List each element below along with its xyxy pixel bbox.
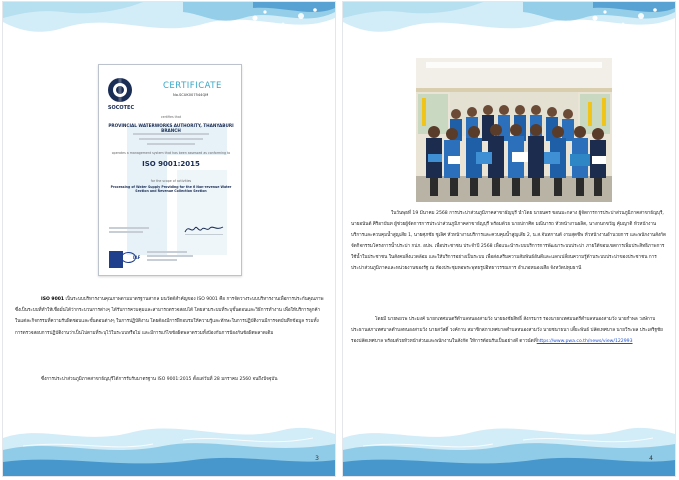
event-description-paragraph: ในวันพุธที่ 19 มีนาคม 2568 การประปาส่วนภูมิภาคสาขาธัญบุรี นำโดย นายนคร ขอนมะกลาง ผู้จัดการการประปาส่วนภูมิภาคสาขาธัญบุรี, นายอนันต์ ศิริอาบันท ผู้ช่วยผู้จัดการการประปาส่วนภูมิภาคสาขาธัญบุรี พร้อมด้วย นายปกาศิต มณีนารถ หัวหน้างานผลิต, นางกนกขวัญ คุ้มญาติ หัวหน้างานบริการและควบคุมน้ำสูญเสีย 1, นายศุภชัย ชูเลิศ หัวหน้างานบริการและควบคุมน้ำสูญเสีย 2, น.ส.จันทกานต์ งามสุดชีพ หัวหน้างานอำนวยการ และพนักงานสังกัด จัดกิจกรรมโครงการน้ำประปา กปภ. อปพ. เพื่อประชาชน ประจำปี 2568 เพื่อแนะนำระบบบริการการพัฒนาระบบประปา ภายใต้ขอบเขตการเพิ่มประสิทธิภาพการใช้น้ำในประชาชน ในสังคมสิ่งแวดล้อม และให้บริการอย่างเป็นระบบ เพื่อส่งเสริมความสัมพันธ์อันดีและแลกเปลี่ยนความรู้ด้านระบบประปาของประชาชน การประปาส่วนภูมิภาคและหน่วยงานของรัฐ ณ ห้องประชุมหอพระพุทธรูปอิทธาวรรณการ อำเภอหนองเสือ จังหวัดปทุมธานี bbox=[351, 211, 666, 271]
news-link[interactable]: https://www.pwa.co.th/news/view/122993 bbox=[536, 339, 633, 344]
wave-footer-decoration bbox=[343, 416, 675, 476]
certificate-certifies-label: certifies that bbox=[160, 115, 182, 119]
certificate-applied-label: operates a management system that has been assessed as conforming to bbox=[111, 151, 231, 155]
certificate-address-line bbox=[133, 133, 209, 135]
attendees-paragraph bbox=[351, 314, 667, 347]
certificate-organization: PROVINCIAL WATERWORKS AUTHORITY, THANYABURI BRANCH bbox=[108, 123, 234, 133]
certification-date-paragraph: ซึ่งการประปาส่วนภูมิภาคสาขาธัญบุรีได้การรับรับมาตรฐาน ISO 9001:2015 ตั้งแต่วันที่ 28 มกราคม 2560 จนถึงปัจจุบัน bbox=[41, 377, 278, 382]
wave-header-decoration bbox=[3, 2, 335, 60]
certificate-scope-label: for the scope of activities bbox=[150, 179, 192, 183]
page-number: 4 bbox=[649, 455, 653, 462]
group-photo bbox=[416, 58, 612, 202]
document-page-right bbox=[343, 2, 675, 476]
certificate-address-line bbox=[147, 143, 195, 145]
wave-footer-decoration bbox=[3, 416, 335, 476]
certificate-number: No.SCUK007544QM bbox=[173, 93, 209, 97]
certificate-footer-line bbox=[147, 255, 193, 257]
certificate-footer-line bbox=[147, 259, 177, 261]
wave-header-decoration bbox=[343, 2, 675, 60]
attendees-text: โดยมี นายพยวพ ประมงค์ นายกเทศมนตรีตำบลหนองสามวัง นายธงชัยสิทธิ์ สังกรมาร รองนายกเทศมนตรีตำบลหนองสามวัง นายกำพล วงษ์กาบ ประธานสภาเทศบาลตำบลหนองสามวัง นายสวัสดิ์ วงค์กาบ สมาชิกสภาเทศบาลตำบลหนองสามวัง นายชนาธนา เตี้ยะพันธ์ ปลัดเทศบาล นายวีระพล ประเสริฐชัย รองปลัดเทศบาล พร้อมด้วยหัวหน้าส่วนและพนักงานในสังกัด ให้การต้อนรับเป็นอย่างดี ดาวน์ดที่ bbox=[351, 317, 663, 344]
document-page-left bbox=[3, 2, 335, 476]
iso-certificate-image bbox=[98, 64, 242, 276]
certificate-date-line bbox=[109, 227, 149, 229]
iso-term: ISO 9001 bbox=[41, 297, 65, 302]
iso-description-text: เป็นระบบบริหารงานคุณภาพตามมาตรฐานสากล มนวัตต์สำคัญของ ISO 9001 คือ การจัดวางระบบบริหารงานเพื่อการประกันคุณภาพ ซึ่งเป็นระบบที่ทำให้เชื่อมั่นได้ว่ากระบวนการต่างๆ ได้รับการควบคุมและสามารถตรวจสอบได้ โดยสามระบบที่ระบุขั้นตอนและวิธีการทำงาน เพื่อให้บริการลูกค้า ในแต่ละกิจกรรมที่ความรับผิดชอบและขั้นตอนต่างๆ ในการปฏิบัติงาน โดยต้องมีการฝึกอบรมให้ความรู้และทักษะในการปฏิบัติงานมีการจดบันทึกข้อมูล รวมทั้งการตรวจสอบการปฏิบัติงานว่าเป็นไปตามที่ระบุไว้ในระบบหรือไม่ และมีการแก้ไขข้อผิดพลาดรวมทั้งป้องกันการป้องกันข้อผิดพลาดเดิม bbox=[15, 297, 324, 336]
signature-icon bbox=[183, 222, 225, 236]
page-number: 3 bbox=[315, 455, 319, 462]
group-photo-illustration bbox=[416, 58, 612, 202]
certificate-address-line bbox=[139, 138, 203, 140]
certificate-brand: SOCOTEC bbox=[107, 105, 135, 111]
certificate-date-line bbox=[109, 231, 143, 233]
socotec-logo-icon bbox=[107, 77, 133, 103]
iso-description-paragraph bbox=[15, 294, 325, 339]
certificate-title: CERTIFICATE bbox=[163, 81, 222, 91]
certificate-scope: Processing of Water Supply Providing for the 6 Non-revenue Water Section and Revenue Collection Section bbox=[110, 185, 232, 193]
certificate-accreditation: IAF bbox=[133, 255, 141, 260]
certificate-standard: ISO 9001:2015 bbox=[142, 160, 200, 168]
certificate-footer-line bbox=[147, 251, 187, 253]
